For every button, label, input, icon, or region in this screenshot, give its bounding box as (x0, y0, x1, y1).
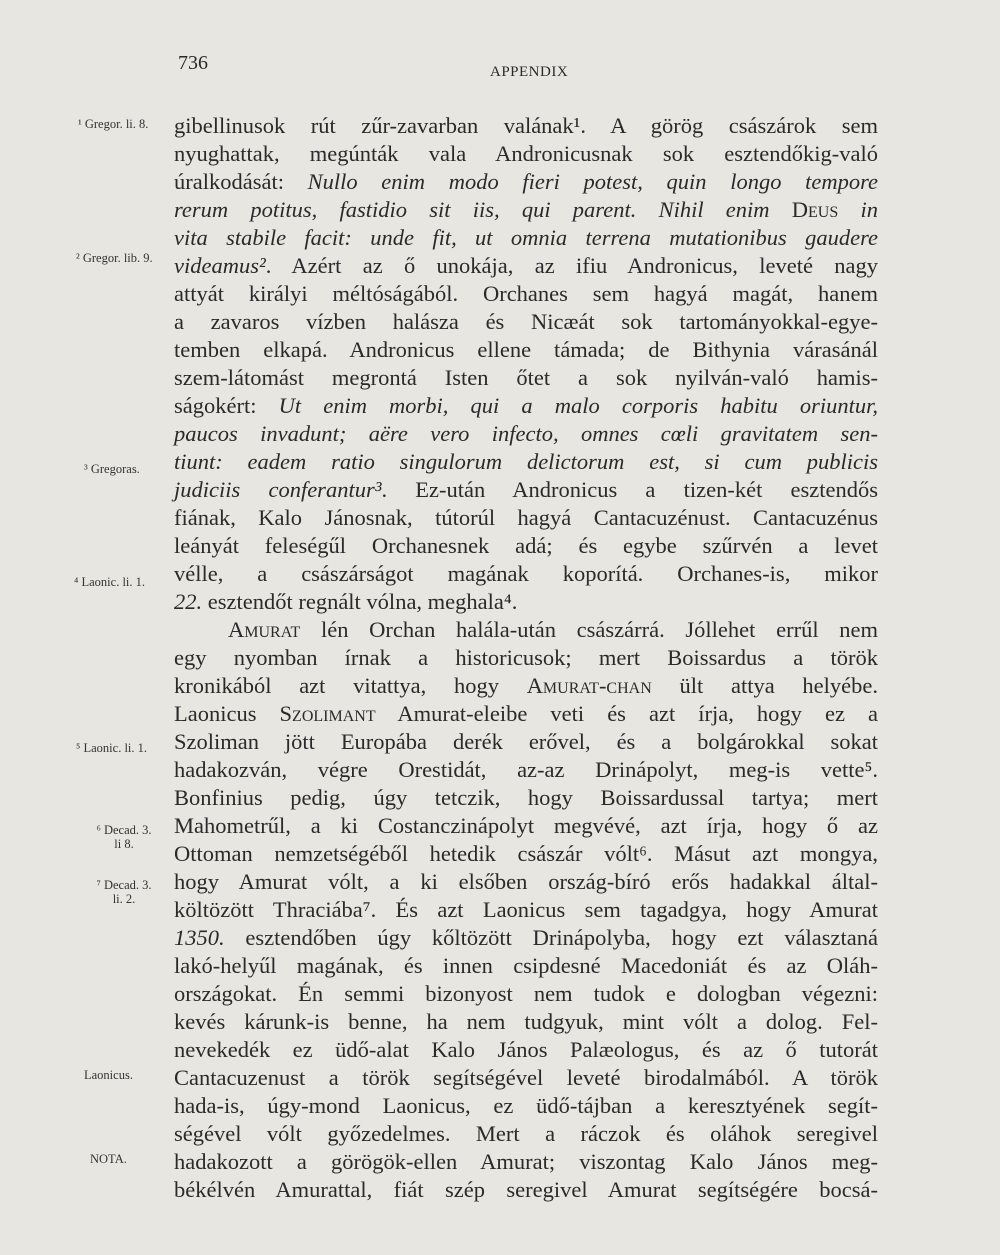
text-run: . Ez-után Andronicus a tizen-két esztendős (381, 477, 879, 502)
text-run: úralkodását: (174, 169, 284, 194)
margin-note: ¹ Gregor. li. 8. (78, 117, 149, 131)
margin-note: ⁵ Laonic. li. 1. (76, 741, 148, 755)
latin-quote: videamus² (174, 253, 266, 278)
small-caps-word: Amurat-chan (526, 673, 652, 698)
text-line (174, 448, 878, 476)
page-number: 736 (178, 52, 208, 74)
text-line: a zavaros vízben halásza és Nicæát sok tartományokkal-egye- (174, 309, 878, 334)
latin-quote: Ut enim morbi, qui a malo corporis habitu oriuntur, (278, 393, 878, 418)
margin-note: NOTA. (90, 1152, 127, 1166)
text-line: attyát királyi méltóságából. Orchanes sem hagyá magát, hanem (174, 281, 878, 306)
margin-note-line: ⁷ Decad. 3. (96, 878, 152, 892)
margin-note-line: li 8. (114, 837, 134, 851)
text-run: . Azért az ő unokája, az ifiu Andronicus, leveté nagy (265, 253, 878, 278)
latin-quote: tiunt: eadem ratio singulorum delictorum est, si cum publicis (174, 449, 878, 474)
text-line: lakó-helyűl magának, és innen csipdesné Macedoniát és az Oláh- (174, 953, 878, 978)
text-line: leányát feleségűl Orchanesnek adá; és egybe szűrvén a levet (174, 533, 878, 558)
text-line: hadakozván, végre Orestidát, az-az Drinápolyt, meg-is vette⁵. (174, 757, 878, 782)
small-caps-word: Szolimant (279, 701, 376, 726)
margin-note: ⁴ Laonic. li. 1. (74, 575, 146, 589)
text-line (174, 252, 878, 280)
text-line: országokat. Én semmi bizonyost nem tudok e dologban végezni: (174, 981, 878, 1006)
text-line: temben elkapá. Andronicus ellene támada; de Bithynia várasánál (174, 337, 878, 362)
latin-quote: in (860, 197, 879, 222)
text-line (174, 392, 878, 420)
text-run: lén Orchan halála-után császárrá. Jóllehet errűl nem (320, 617, 879, 642)
margin-note (84, 823, 164, 851)
text-line: Cantacuzenust a török segítségével leveté birodalmából. A török (174, 1065, 878, 1090)
text-run: esztendőben úgy kőltözött Drinápolyba, hogy ezt választaná (245, 925, 879, 950)
text-line: költözött Thraciába⁷. És azt Laonicus sem tagadgya, hogy Amurat (174, 897, 878, 922)
text-line (174, 196, 878, 224)
text-line: szem-látomást megrontá Isten őtet a sok nyilván-való hamis- (174, 365, 878, 390)
text-line (174, 700, 878, 728)
small-caps-word: Amurat (228, 617, 301, 642)
text-line: gibellinusok rút zűr-zavarban valának¹. A görög császárok sem (174, 113, 878, 138)
text-line (174, 924, 878, 952)
text-line (174, 588, 878, 616)
text-line (174, 476, 878, 504)
text-run: ült attya helyébe. (679, 673, 878, 698)
text-line: békélvén Amurattal, fiát szép seregivel Amurat segítségére bocsá- (174, 1177, 878, 1202)
text-line: Mahometrűl, a ki Costanczinápolyt megvévé, azt írja, hogy ő az (174, 813, 878, 838)
year-number: 22. (174, 589, 203, 614)
margin-note (84, 878, 164, 906)
text-line: ségével vólt győzedelmes. Mert a ráczok és oláhok seregivel (174, 1121, 878, 1146)
text-line: Szoliman jött Europába derék erővel, és a bolgárokkal sokat (174, 729, 878, 754)
text-run: kronikából azt vitattya, hogy (174, 673, 499, 698)
text-line: egy nyomban írnak a historicusok; mert Boissardus a török (174, 645, 878, 670)
latin-quote: rerum potitus, fastidio sit iis, qui parent. Nihil enim (174, 197, 770, 222)
text-line: kevés kárunk-is benne, ha nem tudgyuk, mint vólt a dolog. Fel- (174, 1009, 878, 1034)
text-line: hadakozott a görögök-ellen Amurat; viszontag Kalo János meg- (174, 1149, 878, 1174)
text-line (174, 168, 878, 196)
text-line (174, 224, 878, 252)
text-line: Bonfinius pedig, úgy tetczik, hogy Boissardussal tartya; mert (174, 785, 878, 810)
text-run: Laonicus (174, 701, 257, 726)
latin-quote: paucos invadunt; aëre vero infecto, omnes cœli gravitatem sen- (174, 421, 878, 446)
text-run: Amurat-eleibe veti és azt írja, hogy ez a (397, 701, 878, 726)
latin-quote: vita stabile facit: unde fit, ut omnia terrena mutationibus gaudere (174, 225, 878, 250)
latin-quote: judiciis conferantur³ (174, 477, 382, 502)
text-line (174, 420, 878, 448)
margin-note: Laonicus. (84, 1068, 133, 1082)
text-line: hada-is, úgy-mond Laonicus, ez üdő-tájban a keresztyének segít- (174, 1093, 878, 1118)
text-run: esztendőt regnált vólna, meghala⁴. (207, 589, 518, 614)
text-line: vélle, a császárságot magának koporítá. Orchanes-is, mikor (174, 561, 878, 586)
text-line: nyughattak, megúnták vala Andronicusnak sok esztendőkig-való (174, 141, 878, 166)
text-line (174, 672, 878, 700)
text-run: ságokért: (174, 393, 257, 418)
margin-note-line: li. 2. (112, 892, 136, 906)
text-line: hogy Amurat vólt, a ki elsőben ország-bíró erős hadakkal által- (174, 869, 878, 894)
latin-quote: Nullo enim modo fieri potest, quin longo tempore (307, 169, 879, 194)
running-head: APPENDIX (490, 64, 569, 80)
small-caps-word: Deus (791, 197, 839, 222)
text-line: Ottoman nemzetségéből hetedik császár vólt⁶. Másut azt mongya, (174, 841, 878, 866)
margin-note: ² Gregor. lib. 9. (76, 251, 153, 265)
year-number: 1350. (174, 925, 225, 950)
text-line: fiának, Kalo Jánosnak, tútorúl hagyá Cantacuzénust. Cantacuzénus (174, 505, 878, 530)
margin-note: ³ Gregoras. (84, 462, 140, 476)
margin-note-line: ⁶ Decad. 3. (96, 823, 152, 837)
text-line: nevekedék ez üdő-alat Kalo János Palæologus, és az ő tutorát (174, 1037, 878, 1062)
text-line (228, 616, 878, 644)
